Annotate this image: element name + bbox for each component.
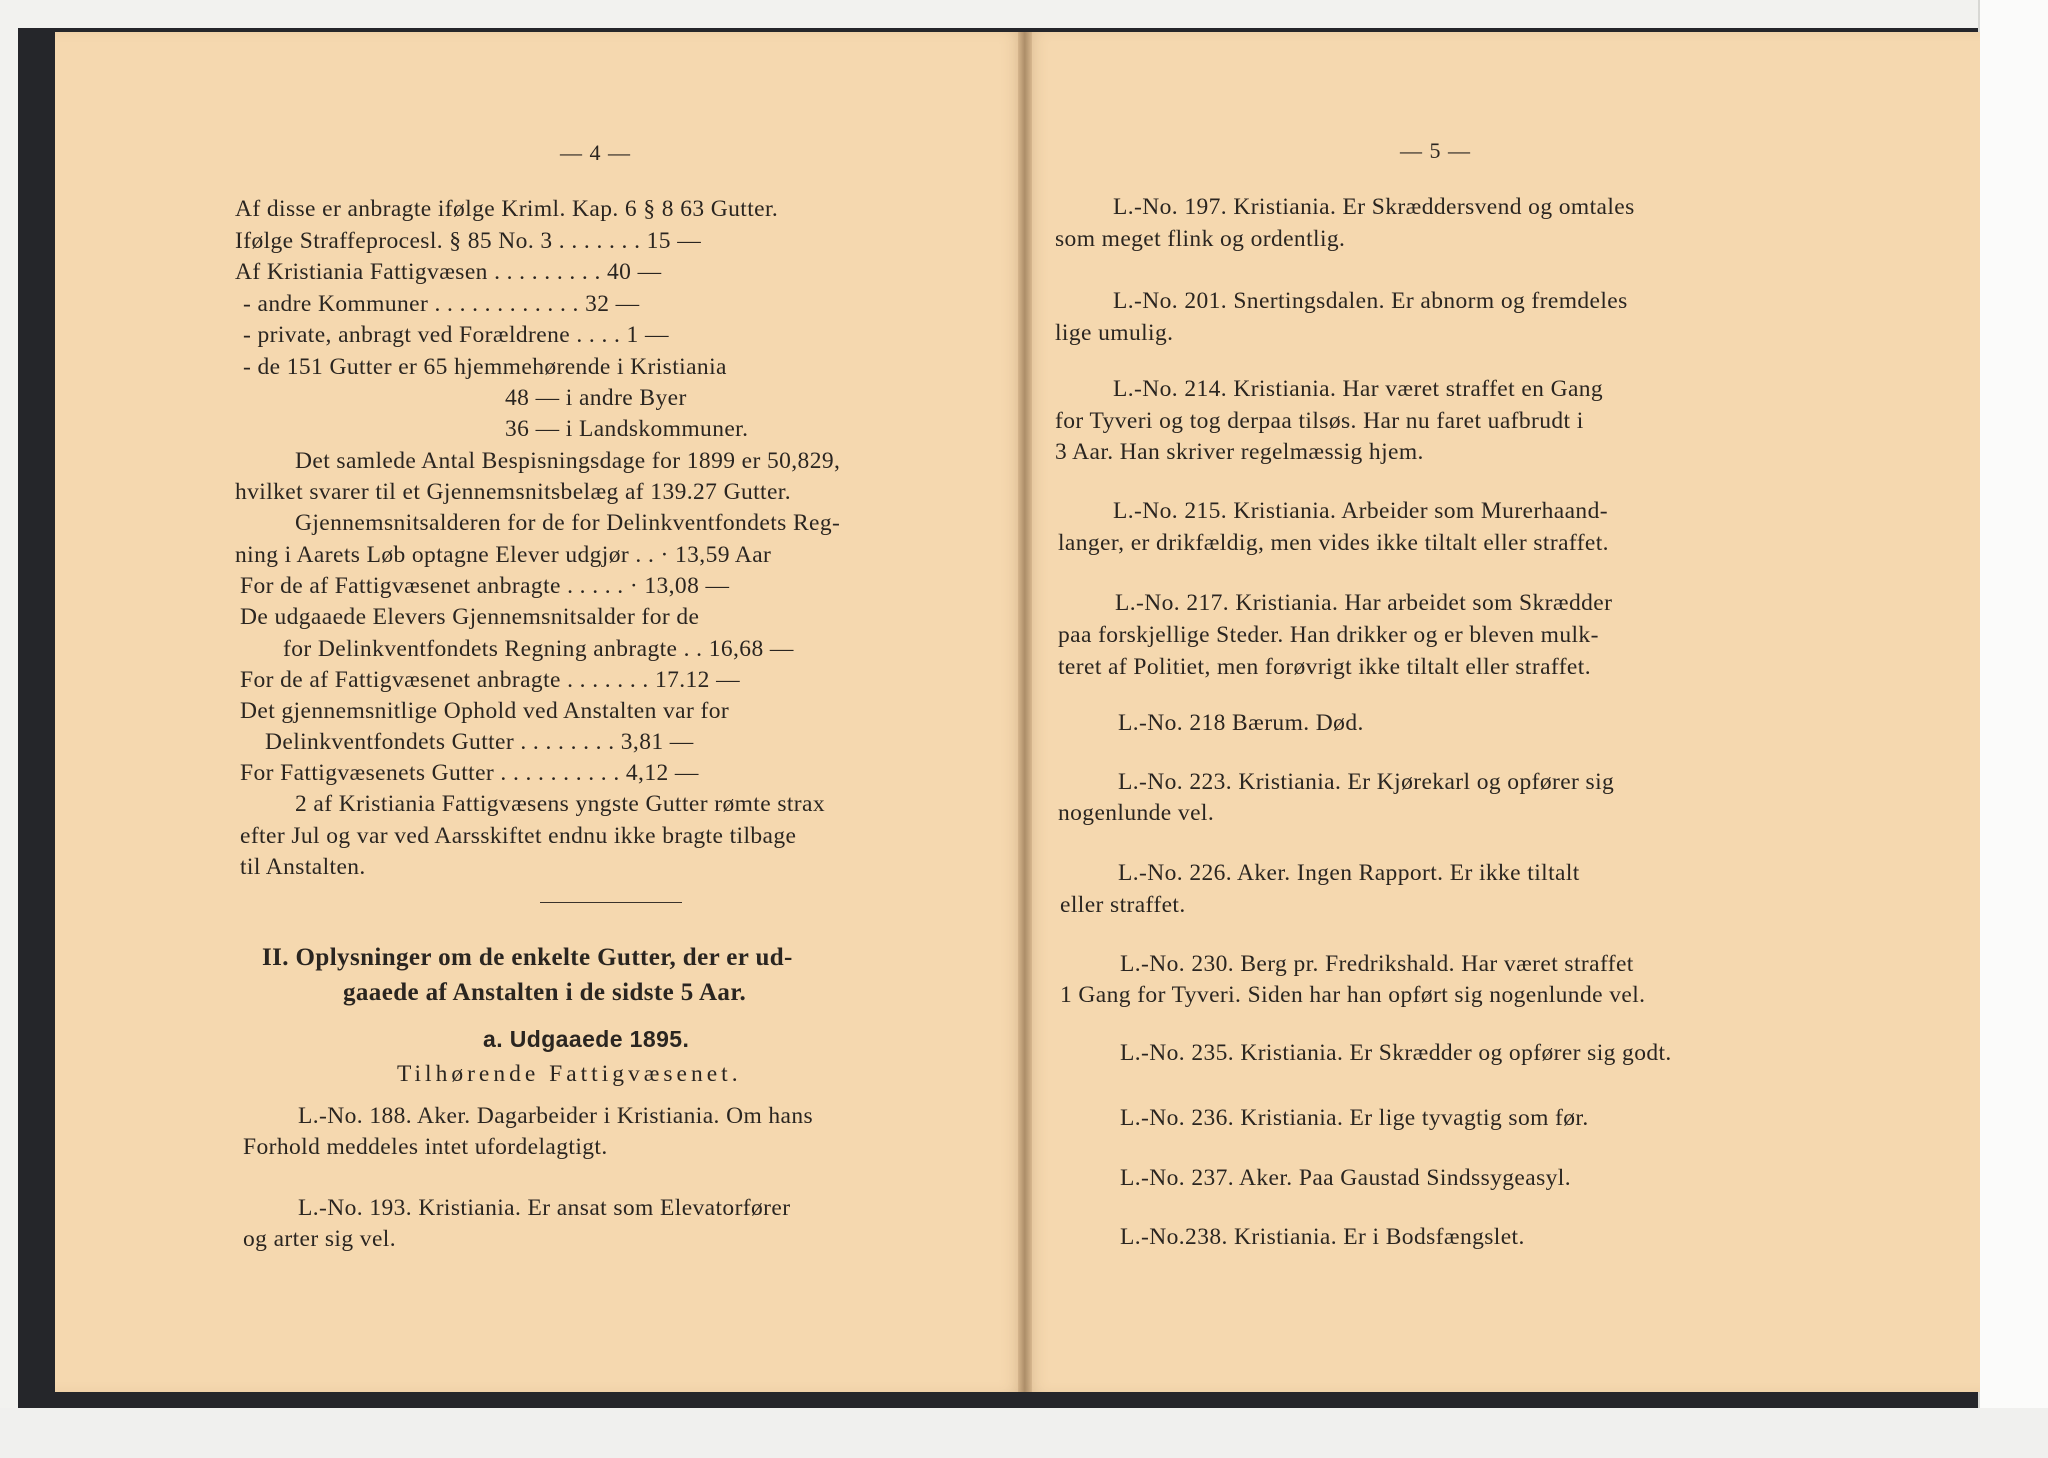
text-line: - private, anbragt ved Forældrene . . . . 1 —: [243, 322, 669, 348]
entry-line: L.-No. 217. Kristiania. Har arbeidet som Skrædder: [1115, 590, 1613, 616]
text-line: 2 af Kristiania Fattigvæsens yngste Gutter rømte strax: [295, 791, 826, 817]
section-heading: gaaede af Anstalten i de sidste 5 Aar.: [343, 979, 747, 1006]
text-line: Det gjennemsnitlige Ophold ved Anstalten var for: [240, 698, 730, 724]
text-line: For Fattigvæsenets Gutter . . . . . . . . . . 4,12 —: [240, 760, 699, 786]
subheading: Tilhørende Fattigvæsenet.: [397, 1061, 742, 1087]
entry-line: L.-No. 226. Aker. Ingen Rapport. Er ikke tiltalt: [1118, 860, 1580, 886]
entry-line: L.-No. 218 Bærum. Død.: [1118, 710, 1364, 736]
text-line: Af disse er anbragte ifølge Kriml. Kap. 6 § 8 63 Gutter.: [235, 196, 779, 222]
text-line: efter Jul og var ved Aarsskiftet endnu ikke bragte tilbage: [240, 823, 797, 849]
entry-line: lige umulig.: [1055, 320, 1174, 346]
text-line: Gjennemsnitsalderen for de for Delinkventfondets Reg-: [295, 510, 841, 536]
entry-line: L.-No. 193. Kristiania. Er ansat som Elevatorfører: [298, 1195, 791, 1221]
entry-line: 3 Aar. Han skriver regelmæssig hjem.: [1055, 439, 1424, 465]
entry-line: som meget flink og ordentlig.: [1055, 226, 1346, 252]
text-line: til Anstalten.: [240, 854, 366, 880]
entry-line: 1 Gang for Tyveri. Siden har han opført sig nogenlunde vel.: [1060, 982, 1646, 1008]
text-line: 48 — i andre Byer: [505, 385, 687, 411]
text-line: 36 — i Landskommuner.: [505, 416, 749, 442]
entry-line: L.-No. 236. Kristiania. Er lige tyvagtig som før.: [1120, 1105, 1589, 1131]
entry-line: L.-No. 188. Aker. Dagarbeider i Kristiania. Om hans: [298, 1103, 814, 1129]
text-line: - andre Kommuner . . . . . . . . . . . . 32 —: [243, 291, 640, 317]
text-line: Ifølge Straffeprocesl. § 85 No. 3 . . . . . . . 15 —: [235, 228, 702, 254]
text-line: For de af Fattigvæsenet anbragte . . . . . . . 17.12 —: [240, 667, 740, 693]
page-number-left: — 4 —: [560, 140, 631, 165]
text-line: Det samlede Antal Bespisningsdage for 1899 er 50,829,: [295, 448, 841, 474]
entry-line: L.-No. 237. Aker. Paa Gaustad Sindssygeasyl.: [1120, 1165, 1571, 1191]
scanner-bottom: [0, 1408, 2048, 1458]
text-line: Delinkventfondets Gutter . . . . . . . . 3,81 —: [265, 729, 694, 755]
subheading: a. Udgaaede 1895.: [483, 1026, 690, 1052]
entry-line: L.-No. 215. Kristiania. Arbeider som Murerhaand-: [1113, 498, 1608, 524]
entry-line: L.-No.238. Kristiania. Er i Bodsfængslet.: [1120, 1224, 1525, 1250]
text-line: De udgaaede Elevers Gjennemsnitsalder for de: [240, 604, 700, 630]
entry-line: paa forskjellige Steder. Han drikker og er bleven mulk-: [1058, 622, 1599, 648]
scanner-edge: [1978, 0, 2048, 1458]
entry-line: L.-No. 223. Kristiania. Er Kjørekarl og opfører sig: [1118, 769, 1615, 795]
text-line: For de af Fattigvæsenet anbragte . . . . . · 13,08 —: [240, 573, 730, 599]
entry-line: L.-No. 197. Kristiania. Er Skræddersvend og omtales: [1113, 194, 1635, 220]
entry-line: eller straffet.: [1060, 892, 1186, 918]
text-line: for Delinkventfondets Regning anbragte . . 16,68 —: [283, 636, 794, 662]
entry-line: Forhold meddeles intet ufordelagtigt.: [243, 1134, 608, 1160]
entry-line: teret af Politiet, men forøvrigt ikke tiltalt eller straffet.: [1058, 654, 1591, 680]
section-divider: [540, 902, 682, 903]
text-line: hvilket svarer til et Gjennemsnitsbelæg af 139.27 Gutter.: [235, 479, 792, 505]
entry-line: L.-No. 214. Kristiania. Har været straffet en Gang: [1113, 376, 1604, 402]
entry-line: langer, er drikfældig, men vides ikke tiltalt eller straffet.: [1058, 530, 1609, 556]
book-gutter: [1018, 32, 1032, 1392]
text-line: Af Kristiania Fattigvæsen . . . . . . . . . 40 —: [235, 259, 662, 285]
entry-line: L.-No. 230. Berg pr. Fredrikshald. Har været straffet: [1120, 951, 1634, 977]
section-heading: II. Oplysninger om de enkelte Gutter, der er ud-: [262, 944, 793, 971]
entry-line: og arter sig vel.: [243, 1226, 396, 1252]
text-line: - de 151 Gutter er 65 hjemmehørende i Kristiania: [243, 354, 727, 380]
entry-line: for Tyveri og tog derpaa tilsøs. Har nu faret uafbrudt i: [1055, 408, 1584, 434]
page-number-right: — 5 —: [1400, 138, 1471, 163]
entry-line: nogenlunde vel.: [1058, 800, 1215, 826]
entry-line: L.-No. 235. Kristiania. Er Skrædder og opfører sig godt.: [1120, 1040, 1672, 1066]
text-line: ning i Aarets Løb optagne Elever udgjør . . · 13,59 Aar: [235, 542, 772, 568]
entry-line: L.-No. 201. Snertingsdalen. Er abnorm og fremdeles: [1113, 288, 1628, 314]
